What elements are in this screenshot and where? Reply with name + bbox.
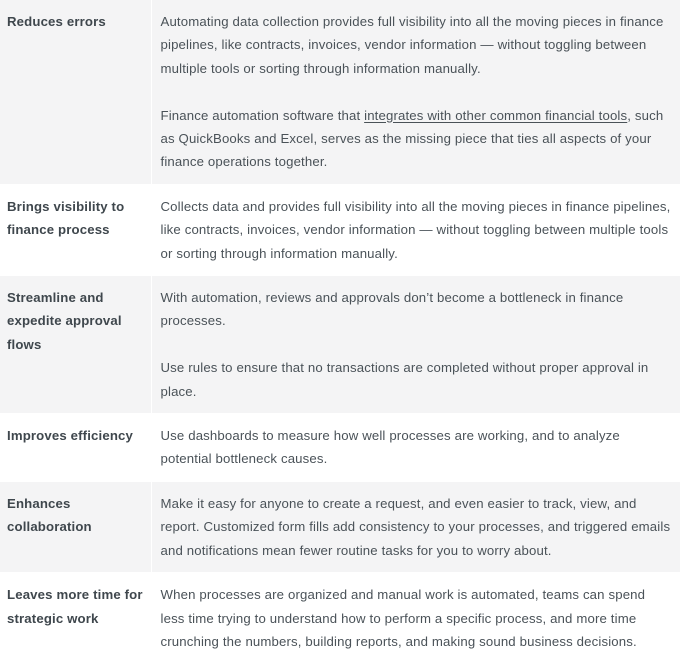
description-paragraph: Collects data and provides full visibility into all the moving pieces in finance pipelines, like contracts, invoices, vendor information — without toggling between multiple tools or sorting through information manually. — [160, 198, 671, 261]
description-paragraph: Automating data collection provides full visibility into all the moving pieces in finance pipelines, like contracts, invoices, vendor information — without toggling between multiple tools or sorting through information manually. — [160, 14, 664, 76]
description-paragraph: Use dashboards to measure how well processes are working, and to analyze potential bottleneck causes. — [160, 428, 620, 467]
row-label: Brings visibility to finance process — [0, 184, 151, 275]
row-label: Enhances collaboration — [0, 481, 151, 572]
description-paragraph: When processes are organized and manual work is automated, teams can spend less time trying to understand how to perform a specific process, and more time crunching the numbers, building reports, and making sound business decisions. — [160, 587, 646, 649]
text-segment: , such as QuickBooks and Excel, serves as the missing piece that ties all aspects of your finance operations together. — [160, 107, 664, 170]
table-row — [0, 184, 680, 275]
description-paragraph: Make it easy for anyone to create a request, and even easier to track, view, and report. Customized form fills add consistency to your processes, and triggered emails and notifications mean fewer routine tasks for you to worry about. — [160, 495, 671, 558]
table-row — [0, 0, 680, 184]
row-description — [151, 276, 680, 414]
row-description — [151, 573, 680, 663]
description-paragraph: Use rules to ensure that no transactions are completed without proper approval in place. — [160, 360, 649, 399]
text-segment: Finance automation software that — [160, 107, 365, 123]
table-row — [0, 276, 680, 414]
row-description — [151, 481, 680, 572]
row-description — [151, 414, 680, 482]
row-description — [151, 0, 680, 184]
table-row — [0, 414, 680, 482]
table-row — [0, 573, 680, 663]
row-description — [151, 184, 680, 275]
description-paragraph: With automation, reviews and approvals don’t become a bottleneck in finance processes. — [160, 290, 624, 329]
row-label: Leaves more time for strategic work — [0, 573, 151, 663]
row-label: Reduces errors — [0, 0, 151, 184]
row-label: Improves efficiency — [0, 414, 151, 482]
description-paragraph — [161, 104, 673, 174]
row-label: Streamline and expedite approval flows — [0, 276, 151, 414]
table-row — [0, 481, 680, 572]
integrations-link[interactable]: integrates with other common financial tools — [364, 107, 628, 123]
